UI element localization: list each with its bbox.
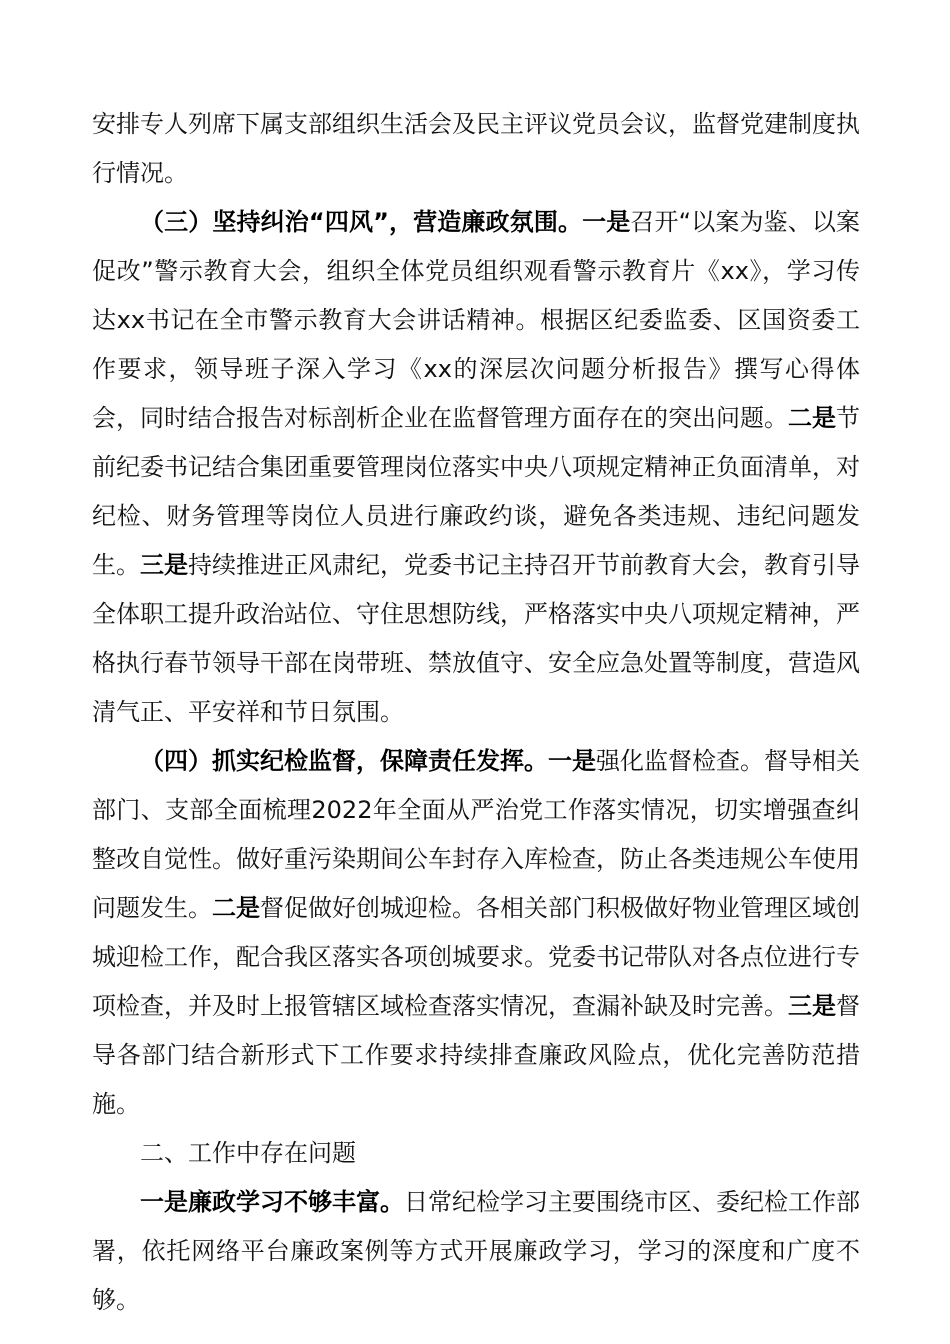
text-run: 持续推进正风肃纪，党委书记主持召开节前教育大会，教育引导全体职工提升政治站位、守住思想防线，严格落实中央八项规定精神，严格执行春节领导干部在岗带班、禁放值守、安全应急处置等制度，营造风清气正、平安祥和节日氛围。 <box>92 551 860 726</box>
section-heading-problems <box>92 1129 860 1178</box>
bold-marker: 三是 <box>140 551 188 579</box>
text-run: 督促做好创城迎检。各相关部门积极做好物业管理区域创城迎检工作，配合我区落实各项创城要求。党委书记带队对各点位进行专项检查，并及时上报管辖区域检查落实情况，查漏补缺及时完善。 <box>92 894 860 1020</box>
bold-marker: 二是 <box>788 404 836 432</box>
document-body <box>92 100 860 1325</box>
paragraph-problem-one <box>92 1178 860 1325</box>
text-run: 节前纪委书记结合集团重要管理岗位落实中央八项规定精神正负面清单，对纪检、财务管理等岗位人员进行廉政约谈，避免各类违规、违纪问题发生。 <box>92 404 860 579</box>
paragraph-discipline-supervision <box>92 737 860 1129</box>
text-run: 安排专人列席下属支部组织生活会及民主评议党员会议，监督党建制度执行情况。 <box>92 110 860 187</box>
paragraph-supervision-continued <box>92 100 860 198</box>
text-run: 日常纪检学习主要围绕市区、委纪检工作部署，依托网络平台廉政案例等方式开展廉政学习，学习的深度和广度不够。 <box>92 1188 860 1314</box>
bold-marker: 一是廉政学习不够丰富。 <box>140 1188 404 1216</box>
text-run: 召开“以案为鉴、以案促改”警示教育大会，组织全体党员组织观看警示教育片《xx》，学习传达xx书记在全市警示教育大会讲话精神。根据区纪委监委、区国资委工作要求，领导班子深入学习《xx的深层次问题分析报告》撰写心得体会，同时结合报告对标剖析企业在监督管理方面存在的突出问题。 <box>92 208 860 432</box>
text-run: 督导各部门结合新形式下工作要求持续排查廉政风险点，优化完善防范措施。 <box>92 992 860 1118</box>
paragraph-four-winds <box>92 198 860 737</box>
text-run: 二、工作中存在问题 <box>140 1139 356 1167</box>
text-run: 强化监督检查。督导相关部门、支部全面梳理2022年全面从严治党工作落实情况，切实增强查纠整改自觉性。做好重污染期间公车封存入库检查，防止各类违规公车使用问题发生。 <box>92 747 860 922</box>
section-heading-bold: （四）抓实纪检监督，保障责任发挥。一是 <box>140 747 596 775</box>
section-heading-bold: （三）坚持纠治“四风”，营造廉政氛围。一是 <box>140 208 631 236</box>
bold-marker: 二是 <box>212 894 260 922</box>
bold-marker: 三是 <box>788 992 836 1020</box>
